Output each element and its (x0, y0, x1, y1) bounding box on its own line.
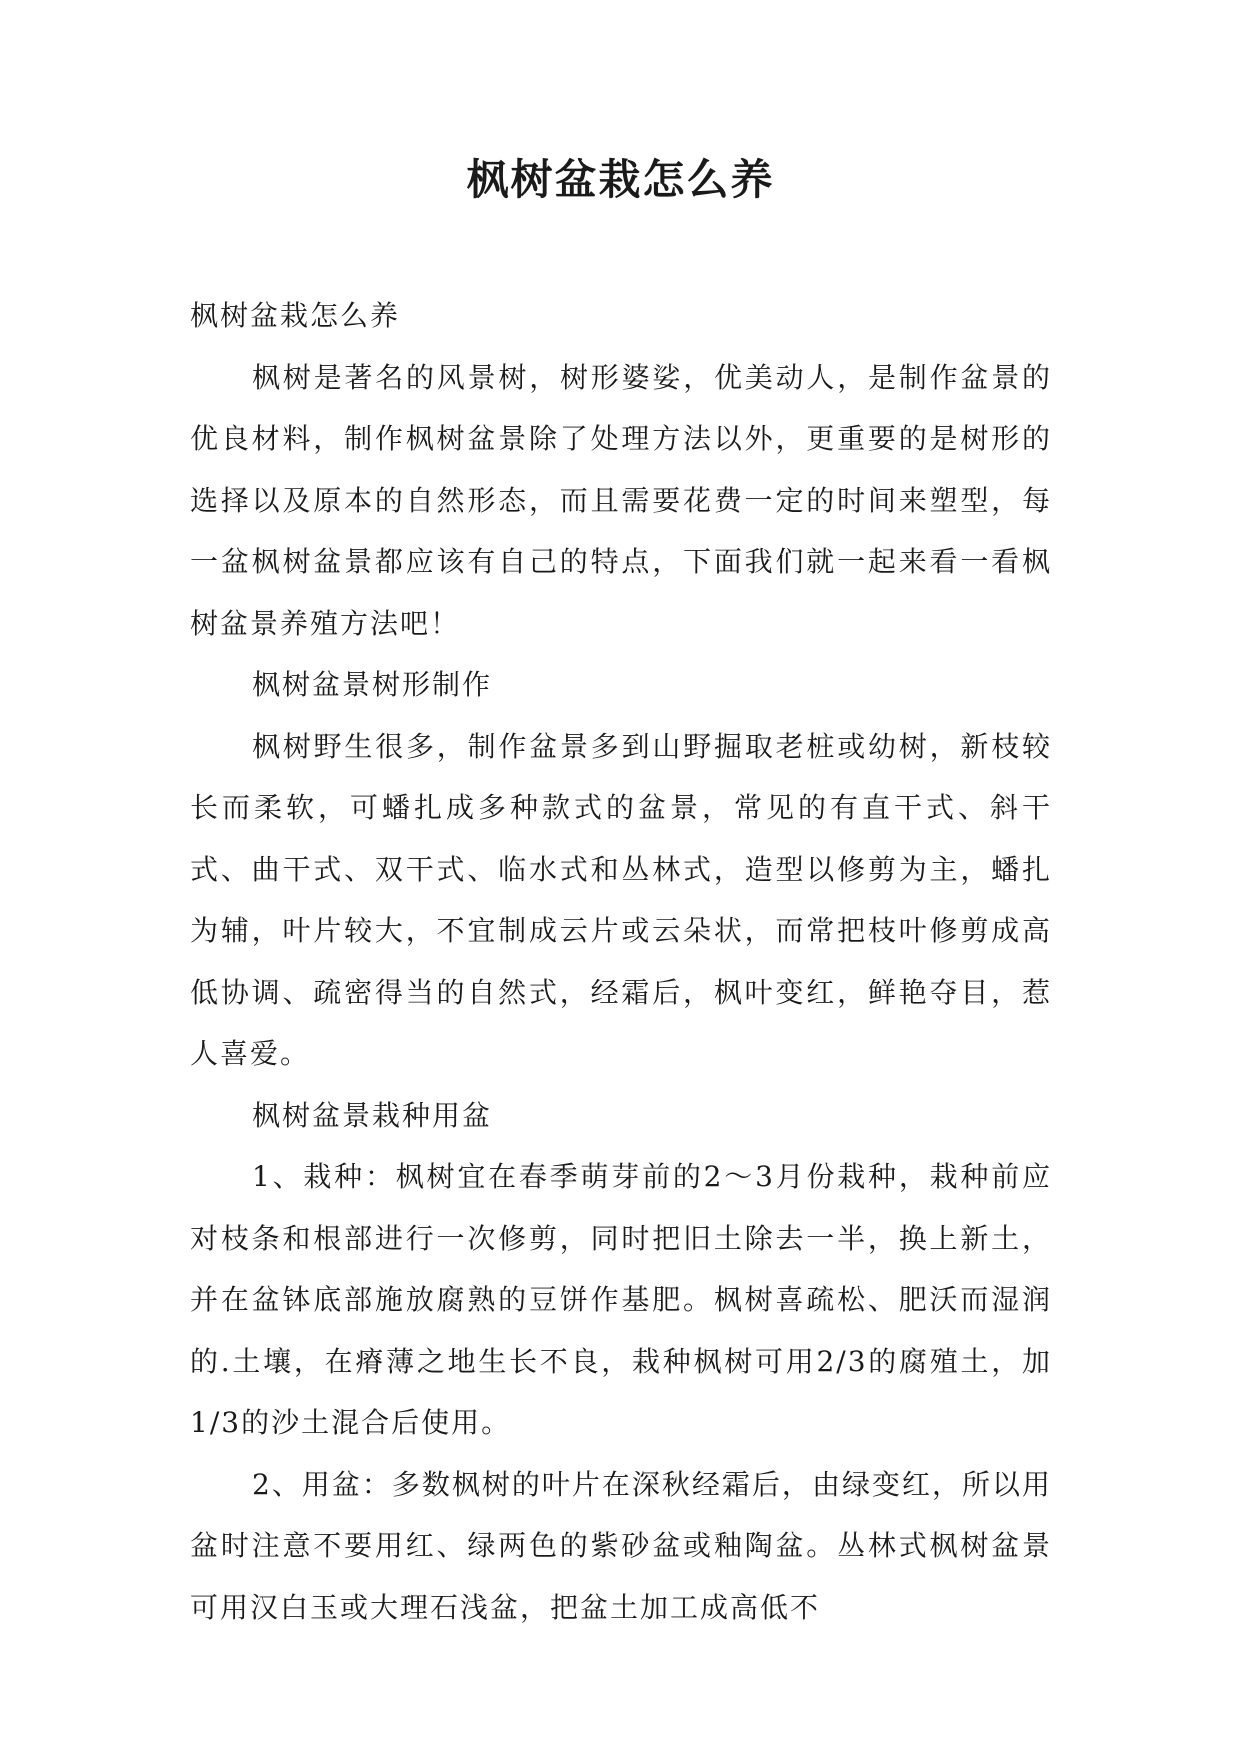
paragraph-tree-shaping: 枫树野生很多，制作盆景多到山野掘取老桩或幼树，新枝较长而柔软，可蟠扎成多种款式的盆景，常见的有直干式、斜干式、曲干式、双干式、临水式和丛林式，造型以修剪为主，蟠扎为辅，叶片较大，不宜制成云片或云朵状，而常把枝叶修剪成高低协调、疏密得当的自然式，经霜后，枫叶变红，鲜艳夺目，惹人喜爱。 (190, 729, 1052, 1070)
document-body (190, 285, 1052, 1638)
section-heading-tree-shaping: 枫树盆景树形制作 (252, 668, 493, 701)
paragraph-planting: 1、栽种：枫树宜在春季萌芽前的2～3月份栽种，栽种前应对枝条和根部进行一次修剪，同时把旧土除去一半，换上新土，并在盆钵底部施放腐熟的豆饼作基肥。枫树喜疏松、肥沃而湿润的.土壤，在瘠薄之地生长不良，栽种枫树可用2/3的腐殖土，加1/3的沙土混合后使用。 (190, 1160, 1052, 1439)
paragraph-pots: 2、用盆：多数枫树的叶片在深秋经霜后，由绿变红，所以用盆时注意不要用红、绿两色的紫砂盆或釉陶盆。丛林式枫树盆景可用汉白玉或大理石浅盆，把盆土加工成高低不 (190, 1467, 1052, 1624)
section-heading-planting-pots: 枫树盆景栽种用盆 (252, 1098, 493, 1132)
paragraph-intro: 枫树是著名的风景树，树形婆娑，优美动人，是制作盆景的优良材料，制作枫树盆景除了处理方法以外，更重要的是树形的选择以及原本的自然形态，而且需要花费一定的时间来塑型，每一盆枫树盆景都应该有自己的特点，下面我们就一起来看一看枫树盆景养殖方法吧！ (190, 360, 1052, 640)
paragraph-subtitle: 枫树盆栽怎么养 (190, 299, 401, 332)
document-title: 枫树盆栽怎么养 (466, 155, 775, 204)
